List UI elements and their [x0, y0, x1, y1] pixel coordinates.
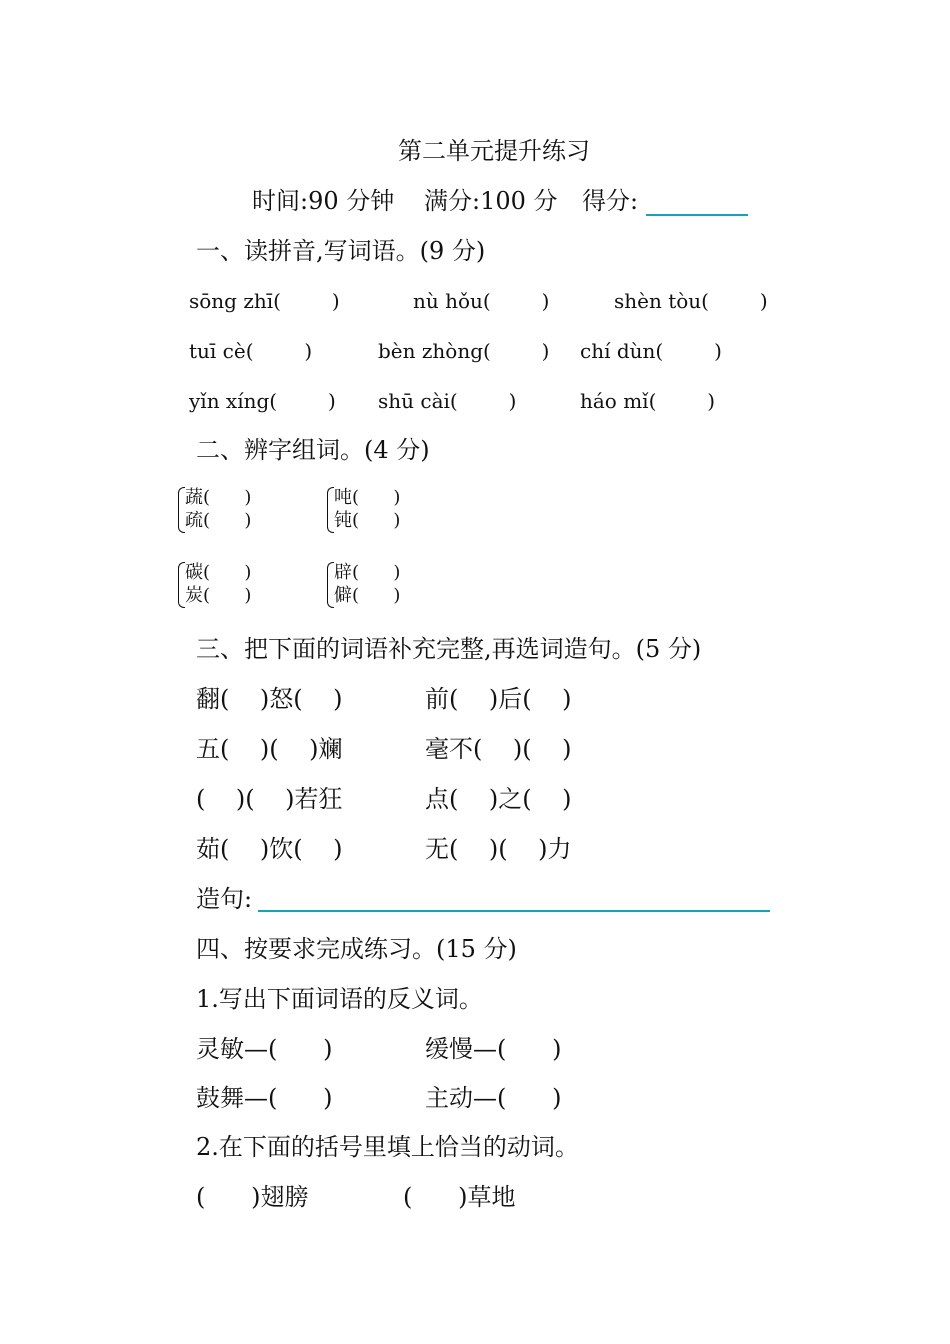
idiom-item: 前( )后( ) — [425, 685, 572, 713]
idiom-item: 毫不( )( ) — [425, 735, 572, 763]
idiom-item: 点( )之( ) — [425, 785, 572, 813]
idiom-item: 茹( )饮( ) — [196, 835, 343, 863]
idiom-item: 无( )( )力 — [425, 835, 572, 863]
section-4-heading: 四、按要求完成练习。(15 分) — [196, 935, 517, 963]
char-item: 蔬( ) — [185, 487, 252, 508]
section-1-heading: 一、读拼音,写词语。(9 分) — [196, 237, 486, 265]
char-item: 钝( ) — [334, 510, 401, 531]
time-label: 时间:90 分钟 — [252, 187, 395, 215]
pinyin-item: háo mǐ( ) — [580, 389, 716, 413]
sentence-blank[interactable] — [258, 882, 770, 912]
idiom-item: 五( )( )斓 — [196, 735, 343, 763]
full-score-label: 满分:100 分 — [424, 187, 558, 215]
pinyin-item: bèn zhòng( ) — [378, 339, 550, 363]
score-blank[interactable] — [646, 186, 748, 216]
pinyin-item: nù hǒu( ) — [413, 289, 550, 313]
pinyin-item: sōng zhī( ) — [189, 289, 340, 313]
antonym-item: 缓慢—( ) — [425, 1035, 562, 1063]
char-item: 辟( ) — [334, 562, 401, 583]
brace-bracket — [178, 487, 185, 533]
pinyin-item: shèn tòu( ) — [614, 289, 768, 313]
verb-item: ( )草地 — [403, 1183, 516, 1211]
char-item: 炭( ) — [185, 585, 252, 606]
antonym-item: 主动—( ) — [425, 1084, 562, 1112]
antonym-item: 灵敏—( ) — [196, 1035, 333, 1063]
char-item: 碳( ) — [185, 562, 252, 583]
question-2-label: 2.在下面的括号里填上恰当的动词。 — [196, 1133, 579, 1161]
idiom-item: ( )( )若狂 — [196, 785, 343, 813]
antonym-item: 鼓舞—( ) — [196, 1084, 333, 1112]
brace-bracket — [327, 487, 334, 533]
pinyin-item: yǐn xíng( ) — [189, 389, 336, 413]
section-2-heading: 二、辨字组词。(4 分) — [196, 436, 430, 464]
verb-item: ( )翅膀 — [196, 1183, 309, 1211]
char-item: 疏( ) — [185, 510, 252, 531]
idiom-item: 翻( )怒( ) — [196, 685, 343, 713]
brace-bracket — [327, 562, 334, 608]
char-item: 吨( ) — [334, 487, 401, 508]
brace-bracket — [178, 562, 185, 608]
question-1-label: 1.写出下面词语的反义词。 — [196, 985, 483, 1013]
score-label: 得分: — [582, 187, 639, 215]
pinyin-item: shū cài( ) — [378, 389, 517, 413]
sentence-label: 造句: — [196, 885, 253, 913]
pinyin-item: chí dùn( ) — [580, 339, 722, 363]
char-item: 僻( ) — [334, 585, 401, 606]
pinyin-item: tuī cè( ) — [189, 339, 313, 363]
page-title: 第二单元提升练习 — [398, 137, 590, 165]
section-3-heading: 三、把下面的词语补充完整,再选词造句。(5 分) — [196, 635, 702, 663]
